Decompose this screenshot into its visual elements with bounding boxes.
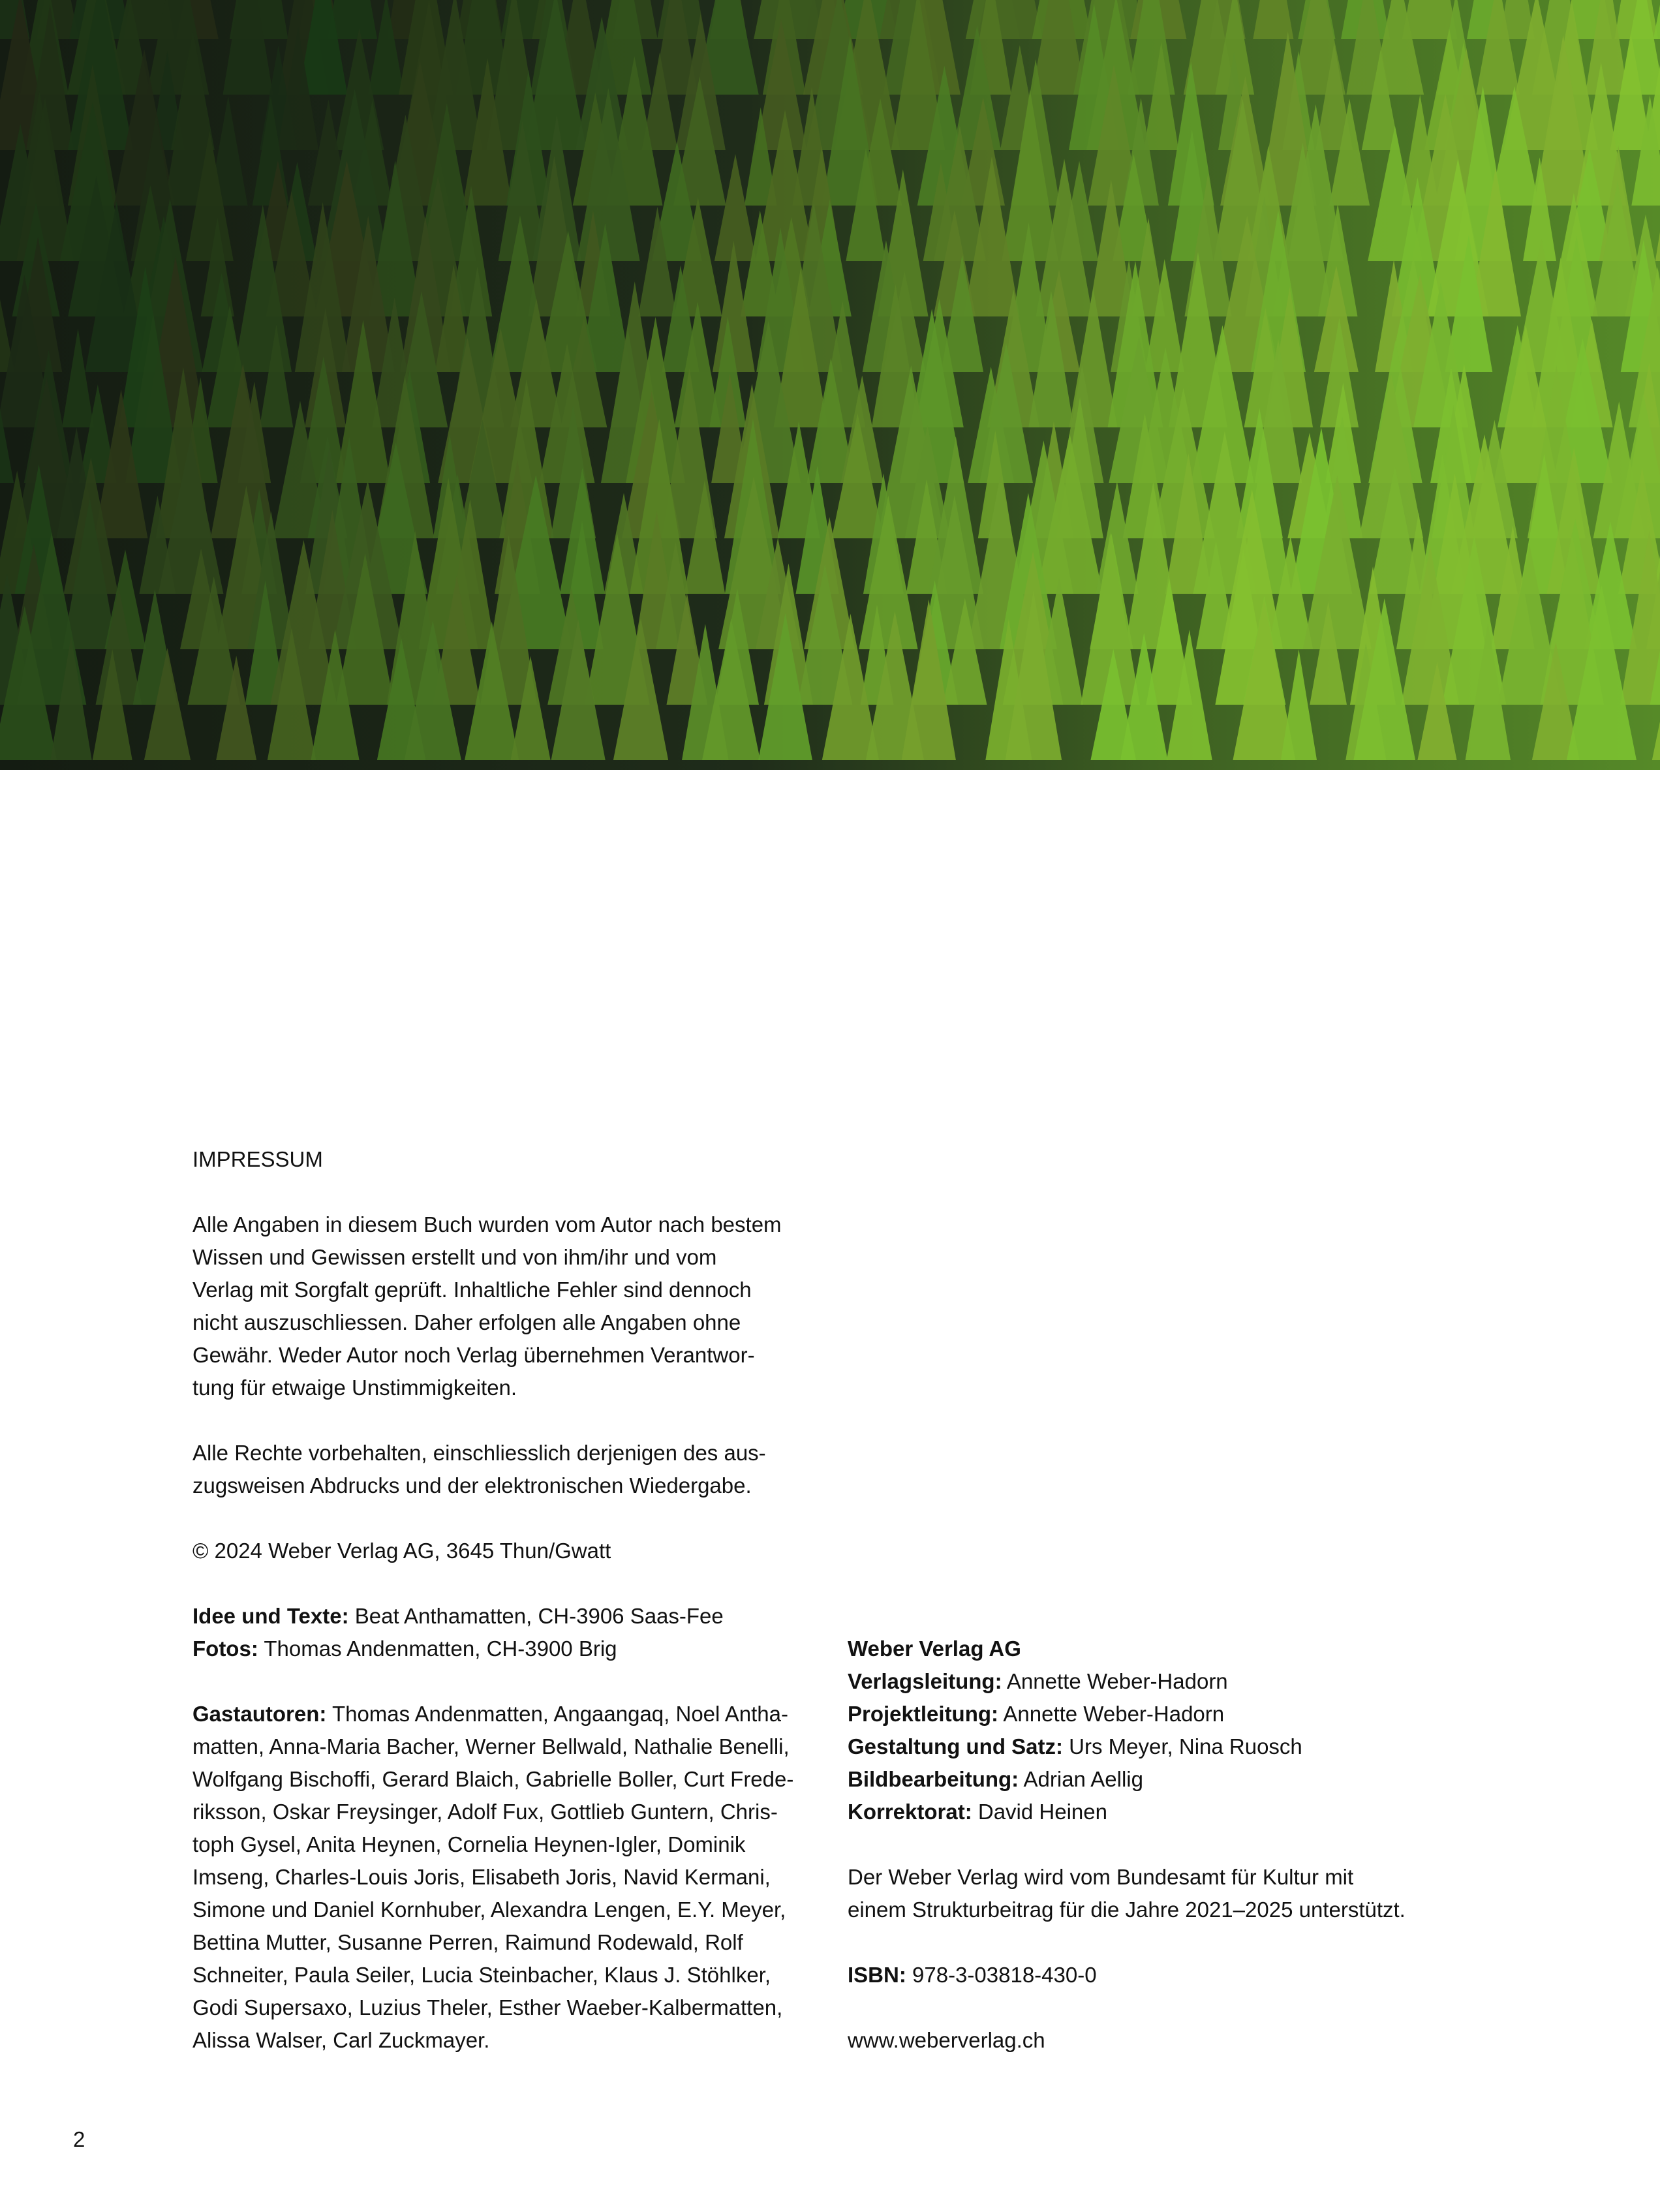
- text-line: einem Strukturbeitrag für die Jahre 2021–2025 unterstützt.: [848, 1897, 1406, 1922]
- text-line: Der Weber Verlag wird vom Bundesamt für Kultur mit: [848, 1865, 1354, 1889]
- text-line: Godi Supersaxo, Luzius Theler, Esther Waeber-Kalbermatten,: [192, 1995, 783, 2020]
- guest-authors-text: Thomas Andenmatten, Angaangaq, Noel Antha-: [326, 1702, 788, 1726]
- role-line: [848, 1796, 1500, 1828]
- role-label: Projektleitung:: [848, 1702, 999, 1726]
- text-line: Schneiter, Paula Seiler, Lucia Steinbacher, Klaus J. Stöhlker,: [192, 1963, 771, 1987]
- guest-authors: [192, 1698, 819, 2057]
- publisher-name: [848, 1633, 1500, 1665]
- impressum-right-column: [848, 1633, 1500, 2057]
- text-line: Imseng, Charles-Louis Joris, Elisabeth Joris, Navid Kermani,: [192, 1865, 771, 1889]
- impressum-left-column: [192, 1143, 819, 2057]
- disclaimer-paragraph: [192, 1208, 819, 1404]
- role-value: Urs Meyer, Nina Ruosch: [1063, 1734, 1302, 1759]
- credit-value: Beat Anthamatten, CH-3906 Saas-Fee: [348, 1604, 724, 1628]
- isbn-label: ISBN:: [848, 1963, 906, 1987]
- credit-value: Thomas Andenmatten, CH-3900 Brig: [258, 1636, 617, 1661]
- text-line: [192, 1698, 819, 1730]
- role-line: [848, 1698, 1500, 1730]
- text-line: nicht auszuschliessen. Daher erfolgen alle Angaben ohne: [192, 1310, 741, 1334]
- impressum-heading: IMPRESSUM: [192, 1147, 323, 1171]
- role-value: Annette Weber-Hadorn: [998, 1702, 1225, 1726]
- copyright-line: © 2024 Weber Verlag AG, 3645 Thun/Gwatt: [192, 1539, 611, 1563]
- text-line: riksson, Oskar Freysinger, Adolf Fux, Gottlieb Guntern, Chris-: [192, 1800, 778, 1824]
- forest-photo: [0, 0, 1660, 770]
- role-label: Korrektorat:: [848, 1800, 972, 1824]
- role-line: [848, 1665, 1500, 1698]
- text-line: Wissen und Gewissen erstellt und von ihm/ihr und vom: [192, 1245, 717, 1269]
- text-line: toph Gysel, Anita Heynen, Cornelia Heynen-Igler, Dominik: [192, 1832, 746, 1856]
- role-value: Annette Weber-Hadorn: [1002, 1669, 1228, 1693]
- isbn-line: [848, 1959, 1500, 1991]
- text-line: Verlag mit Sorgfalt geprüft. Inhaltliche Fehler sind dennoch: [192, 1278, 752, 1302]
- text-line: zugsweisen Abdrucks und der elektronischen Wiedergabe.: [192, 1473, 752, 1498]
- text-line: Alle Angaben in diesem Buch wurden vom Autor nach bestem: [192, 1212, 782, 1237]
- guest-authors-label: Gastautoren:: [192, 1702, 327, 1726]
- page-number: 2: [73, 2127, 85, 2151]
- role-line: [848, 1730, 1500, 1763]
- text-line: Simone und Daniel Kornhuber, Alexandra Lengen, E.Y. Meyer,: [192, 1897, 786, 1922]
- funding-paragraph: [848, 1861, 1500, 1926]
- text-line: Alissa Walser, Carl Zuckmayer.: [192, 2028, 490, 2052]
- role-label: Gestaltung und Satz:: [848, 1734, 1063, 1759]
- text-line: tung für etwaige Unstimmigkeiten.: [192, 1375, 517, 1400]
- role-value: Adrian Aellig: [1019, 1767, 1143, 1791]
- text-line: Bettina Mutter, Susanne Perren, Raimund Rodewald, Rolf: [192, 1930, 743, 1954]
- credit-line: [192, 1600, 819, 1633]
- credit-line: [192, 1633, 819, 1665]
- text-line: Wolfgang Bischoffi, Gerard Blaich, Gabrielle Boller, Curt Frede-: [192, 1767, 794, 1791]
- text-line: matten, Anna-Maria Bacher, Werner Bellwald, Nathalie Benelli,: [192, 1734, 790, 1759]
- text-line: Gewähr. Weder Autor noch Verlag übernehmen Verantwor-: [192, 1343, 755, 1367]
- rights-paragraph: [192, 1437, 819, 1502]
- publisher-label: Weber Verlag AG: [848, 1636, 1021, 1661]
- role-value: David Heinen: [972, 1800, 1107, 1824]
- role-label: Bildbearbeitung:: [848, 1767, 1019, 1791]
- credit-label: Idee und Texte:: [192, 1604, 349, 1628]
- role-label: Verlagsleitung:: [848, 1669, 1002, 1693]
- text-line: Alle Rechte vorbehalten, einschliesslich derjenigen des aus-: [192, 1441, 766, 1465]
- isbn-value: 978-3-03818-430-0: [906, 1963, 1097, 1987]
- website-link[interactable]: www.weberverlag.ch: [848, 2028, 1045, 2052]
- credits: [192, 1600, 819, 1665]
- role-line: [848, 1763, 1500, 1796]
- credit-label: Fotos:: [192, 1636, 258, 1661]
